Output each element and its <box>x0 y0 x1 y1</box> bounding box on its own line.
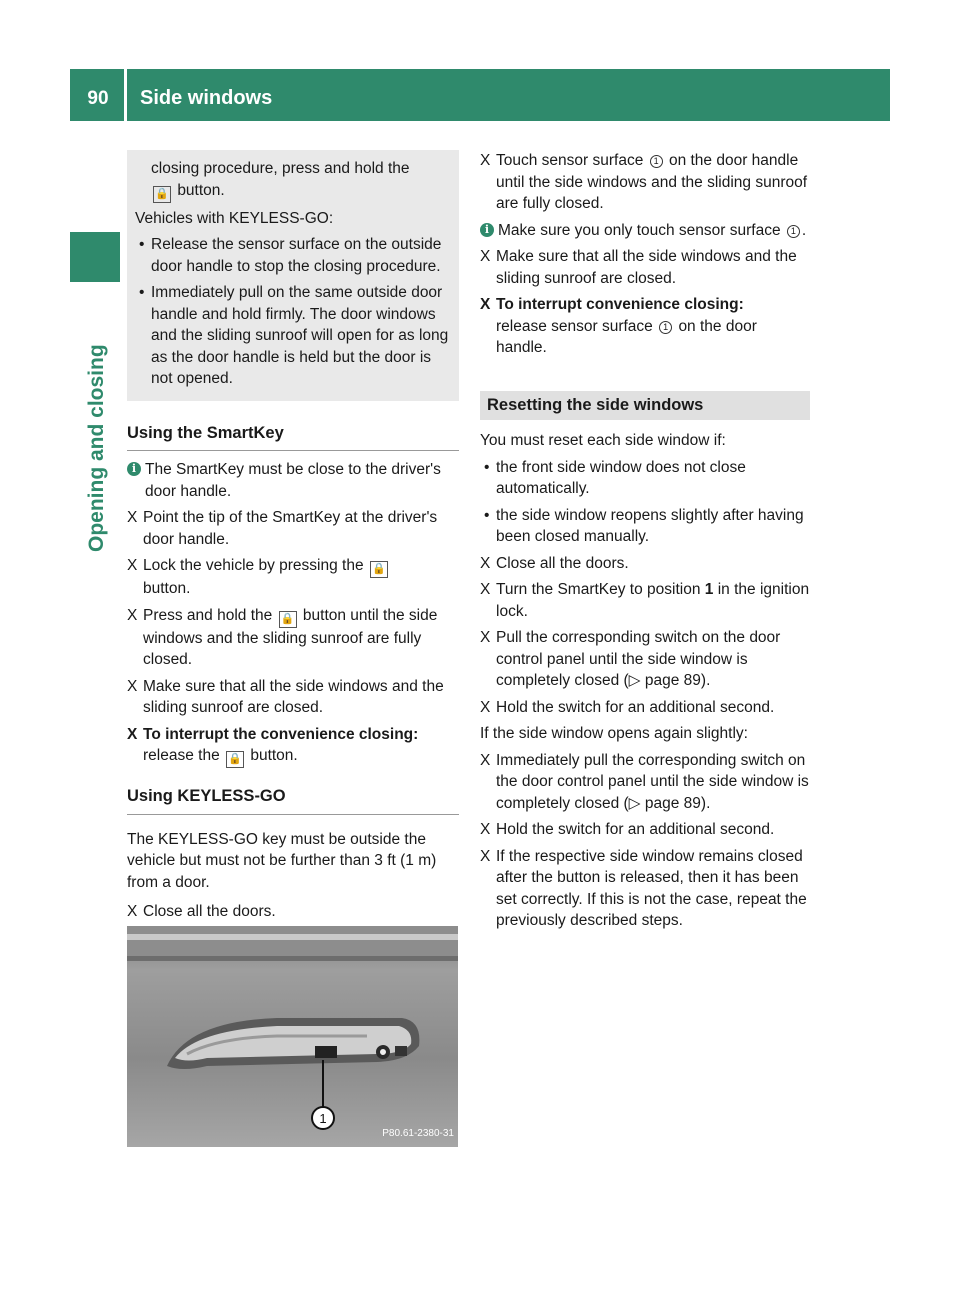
keyless-heading: Vehicles with KEYLESS-GO: <box>135 209 334 227</box>
list-item: • Release the sensor surface on the outside door handle to stop the closing procedure. <box>139 236 442 275</box>
step-arrow-icon: X <box>480 751 491 769</box>
callout-1-icon: 1 <box>659 321 672 334</box>
lock-key-icon: 🔒 <box>370 561 388 578</box>
info-note: i The SmartKey must be close to the driver's door handle. <box>127 459 459 502</box>
reset-intro: You must reset each side window if: <box>480 432 726 449</box>
step-item: X Immediately pull the corresponding switch on the door control panel until the side window is completely closed (▷ page 89). <box>480 751 809 812</box>
step-item: X To interrupt the convenience closing: release the 🔒 button. <box>127 724 459 769</box>
callout-1-icon: 1 <box>787 225 800 238</box>
step-arrow-icon: X <box>127 557 138 574</box>
callout-number: 1 <box>319 1111 327 1126</box>
step-arrow-icon: X <box>480 629 491 646</box>
step-item: X If the respective side window remains closed after the button is released, then it has been set correctly. If this is not the case, repeat the previously described steps. <box>480 847 807 929</box>
step-arrow-icon: X <box>127 606 138 624</box>
keyless-paragraph: The KEYLESS-GO key must be outside the vehicle but must not be further than 3 ft (1 m) from a door. <box>127 830 437 891</box>
section-heading-smartkey: Using the SmartKey <box>127 423 459 452</box>
continuation-box <box>127 150 459 401</box>
list-item: • the side window reopens slightly after having been closed manually. <box>484 506 804 545</box>
step-item: X Pull the corresponding switch on the door control panel until the side window is completely closed (▷ page 89). <box>480 629 781 689</box>
step-arrow-icon: X <box>480 152 491 169</box>
list-item: • Immediately pull on the same outside door handle and hold firmly. The door windows and the sliding sunroof will open for as long as the door handle is held but the door is not opened. <box>139 284 449 387</box>
step-arrow-icon: X <box>127 677 138 695</box>
step-arrow-icon: X <box>127 903 138 920</box>
side-tab-block <box>70 232 120 282</box>
door-handle-illustration <box>127 926 458 1147</box>
step-item: X Hold the switch for an additional second. <box>480 697 812 719</box>
lock-key-icon: 🔒 <box>153 186 171 203</box>
list-item: • the front side window does not close automatically. <box>484 458 746 497</box>
header-separator <box>124 69 127 121</box>
step-item: X Make sure that all the side windows and the sliding sunroof are closed. <box>480 248 797 287</box>
info-icon: i <box>127 462 141 476</box>
step-item: X Press and hold the 🔒 button until the side windows and the sliding sunroof are fully closed. <box>127 606 438 668</box>
side-tab-label: Opening and closing <box>85 344 108 552</box>
door-handle-photo <box>127 926 458 1147</box>
step-item: X Hold the switch for an additional second. <box>480 819 812 841</box>
callout-1-icon: 1 <box>650 155 663 168</box>
step-arrow-icon: X <box>480 847 491 865</box>
page-number: 90 <box>87 88 109 109</box>
step-arrow-icon: X <box>480 821 491 838</box>
info-note: i Make sure you only touch sensor surface 1 . <box>480 220 812 242</box>
step-item: X Turn the SmartKey to position 1 in the ignition lock. <box>480 581 810 620</box>
reset-paragraph: If the side window opens again slightly: <box>480 725 748 742</box>
step-item: X Close all the doors. <box>127 901 459 923</box>
step-arrow-icon: X <box>127 725 138 743</box>
page-title: Side windows <box>140 87 273 109</box>
step-item: X Lock the vehicle by pressing the 🔒 button. <box>127 555 459 600</box>
step-arrow-icon: X <box>480 296 491 313</box>
step-item: X To interrupt convenience closing: release sensor surface 1 on the door handle. <box>480 296 757 356</box>
box-intro: closing procedure, press and hold the 🔒 button. <box>135 158 451 203</box>
step-arrow-icon: X <box>127 509 138 526</box>
step-arrow-icon: X <box>480 248 491 265</box>
left-column <box>127 150 459 928</box>
step-arrow-icon: X <box>480 581 491 598</box>
step-item: X Make sure that all the side windows and the sliding sunroof are closed. <box>127 677 444 716</box>
section-heading-keyless: Using KEYLESS-GO <box>127 786 459 815</box>
lock-key-icon: 🔒 <box>226 751 244 768</box>
photo-reference-label: P80.61-2380-31 <box>382 1127 454 1139</box>
step-item: X Touch sensor surface 1 on the door handle until the side windows and the sliding sunroof are fully closed. <box>480 152 808 212</box>
step-arrow-icon: X <box>480 698 491 716</box>
info-icon: i <box>480 223 494 237</box>
right-column <box>480 150 812 937</box>
step-item: X Close all the doors. <box>480 553 812 575</box>
lock-key-icon: 🔒 <box>279 611 297 628</box>
section-heading-resetting: Resetting the side windows <box>480 391 810 421</box>
step-item: X Point the tip of the SmartKey at the driver's door handle. <box>127 509 438 548</box>
step-arrow-icon: X <box>480 554 491 572</box>
